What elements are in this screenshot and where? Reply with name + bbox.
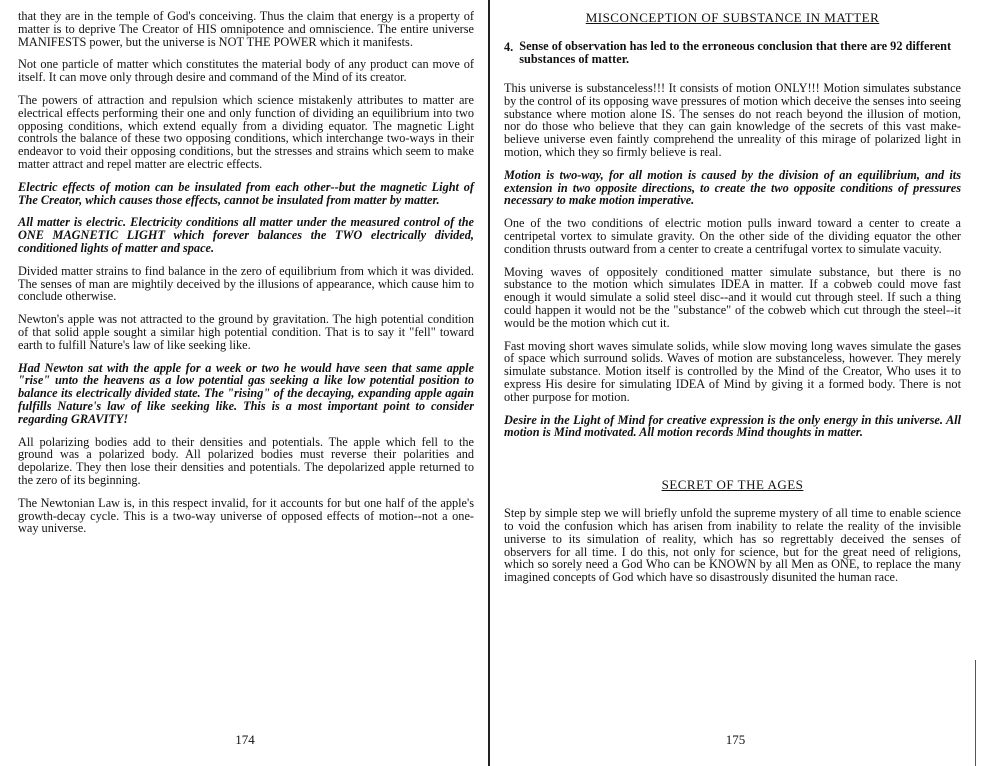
section-heading: MISCONCEPTION OF SUBSTANCE IN MATTER <box>585 10 880 25</box>
page-number-right: 175 <box>725 732 746 747</box>
left-paragraph-1: that they are in the temple of God's conceiving. Thus the claim that energy is a property of matter is to deprive The Creator of HIS omnipotence and omniscience. The entire universe MANIFESTS power, but the universe is NOT THE POWER which it manifests. <box>18 9 474 49</box>
right-page <box>490 0 981 766</box>
right-paragraph-3: One of the two conditions of electric motion pulls inward toward a center to create a centripetal vortex to simulate gravity. On the other side of the dividing equator the other condition thrusts outward from a center to create a centrifugal vortex to simulate vacuity. <box>504 216 961 256</box>
right-paragraph-4: Moving waves of oppositely conditioned matter simulate substance, but there is no substance to the motion which simulates IDEA in matter. If a cobweb could move fast enough it would simulate a solid steel disc--and it would cut through steel. If such a thing could happen it would not be the "substance" of the cobweb which cut through the steel--it would be the motion which cut it. <box>504 264 961 330</box>
left-paragraph-10: The Newtonian Law is, in this respect invalid, for it accounts for but one half of the apple's growth-decay cycle. This is a two-way universe of opposed effects of motion--not a one-way universe. <box>18 495 474 536</box>
left-paragraph-2: Not one particle of matter which constitutes the material body of any product can move of itself. It can move only through desire and command of the Mind of its creator. <box>18 57 474 85</box>
left-paragraph-3: The powers of attraction and repulsion which science mistakenly attributes to matter are electrical effects performing their one and only function of dividing an equilibrium into two opposing conditions, which extend equally from a dividing equator. The magnetic Light controls the balance of these two opposing conditions, which interchange two-ways in their endeavor to void their opposing conditions, but the stresses and strains which seem to make matter attract and repel matter are electric effects. <box>18 92 474 171</box>
page-edge-line <box>975 660 976 766</box>
page-number-left: 174 <box>235 732 255 747</box>
left-paragraph-8: Had Newton sat with the apple for a week or two he would have seen that same apple "rise" unto the heavens as a low potential gas seeking a like low potential position to balance its electrically divided state. The "rising" of the decaying, expanding apple again fulfills Nature's law of like seeking like. This is a most important point to consider regarding GRAVITY! <box>18 360 474 426</box>
left-paragraph-5: All matter is electric. Electricity conditions all matter under the measured control of the ONE MAGNETIC LIGHT which forever balances the TWO electrically divided, conditioned lights of matter and space. <box>18 215 474 255</box>
left-page <box>0 0 490 766</box>
right-paragraph-2: Motion is two-way, for all motion is caused by the division of an equilibrium, and its extension in two opposite directions, to create the two opposite conditions of pressures necessary to make motion imperative. <box>504 167 961 208</box>
right-paragraph-1: This universe is substanceless!!! It consists of motion ONLY!!! Motion simulates substance by the control of its opposing wave pressures of motion which deceive the senses into seeing substance where motion alone IS. The senses do not reach beyond the illusion of motion, nor do those who believe that they can gain knowledge of the secrets of this vast make-believe universe even faintly comprehend the unreality of this mirage of polarized light in motion, which they so firmly believe is real. <box>504 81 961 159</box>
numbered-point <box>504 40 961 66</box>
left-paragraph-7: Newton's apple was not attracted to the ground by gravitation. The high potential condition of that solid apple sought a similar high potential condition. That is to say it "fell" toward earth to fulfill Nature's law of like seeking like. <box>18 312 474 352</box>
left-paragraph-6: Divided matter strains to find balance in the zero of equilibrium from which it was divided. The senses of man are mightily deceived by the illusions of appearance, which cause him to conclude otherwise. <box>18 263 474 304</box>
section-heading-2: SECRET OF THE AGES <box>661 477 804 493</box>
right-paragraph-6: Desire in the Light of Mind for creative expression is the only energy in this universe. All motion is Mind motivated. All motion records Mind thoughts in matter. <box>504 412 961 440</box>
right-paragraph-5: Fast moving short waves simulate solids, while slow moving long waves simulate the gases of space which surround solids. Waves of motion are substanceless, however. They merely simulate substance. Motion itself is controlled by the Mind of the Creator, Who uses it to express His desire for simulating IDEA of Mind by giving it a formed body. There is not other purpose for motion. <box>504 338 961 404</box>
point-number: 4. <box>504 40 514 54</box>
closing-paragraph: Step by simple step we will briefly unfold the supreme mystery of all time to enable science to void the confusion which has arisen from inability to relate the reality of the invisible universe to its simulation of reality, which has so regrettably deceived the senses of observers for all time. I do this, not only for science, but for the great need of religions, which so sorely need a God Who can be KNOWN by all Men as ONE, to replace the many imagined concepts of God which have so disastrously disunited the human race. <box>504 506 961 585</box>
point-text: Sense of observation has led to the erroneous conclusion that there are 92 different substances of matter. <box>519 39 952 66</box>
left-paragraph-4: Electric effects of motion can be insulated from each other--but the magnetic Light of The Creator, which causes those effects, cannot be insulated from matter by matter. <box>18 179 474 207</box>
left-paragraph-9: All polarizing bodies add to their densities and potentials. The apple which fell to the ground was a polarized body. All polarized bodies must reverse their polarities and depolarize. They then lose their densities and potentials. The depolarized apple returned to the zero of its beginning. <box>18 434 474 487</box>
